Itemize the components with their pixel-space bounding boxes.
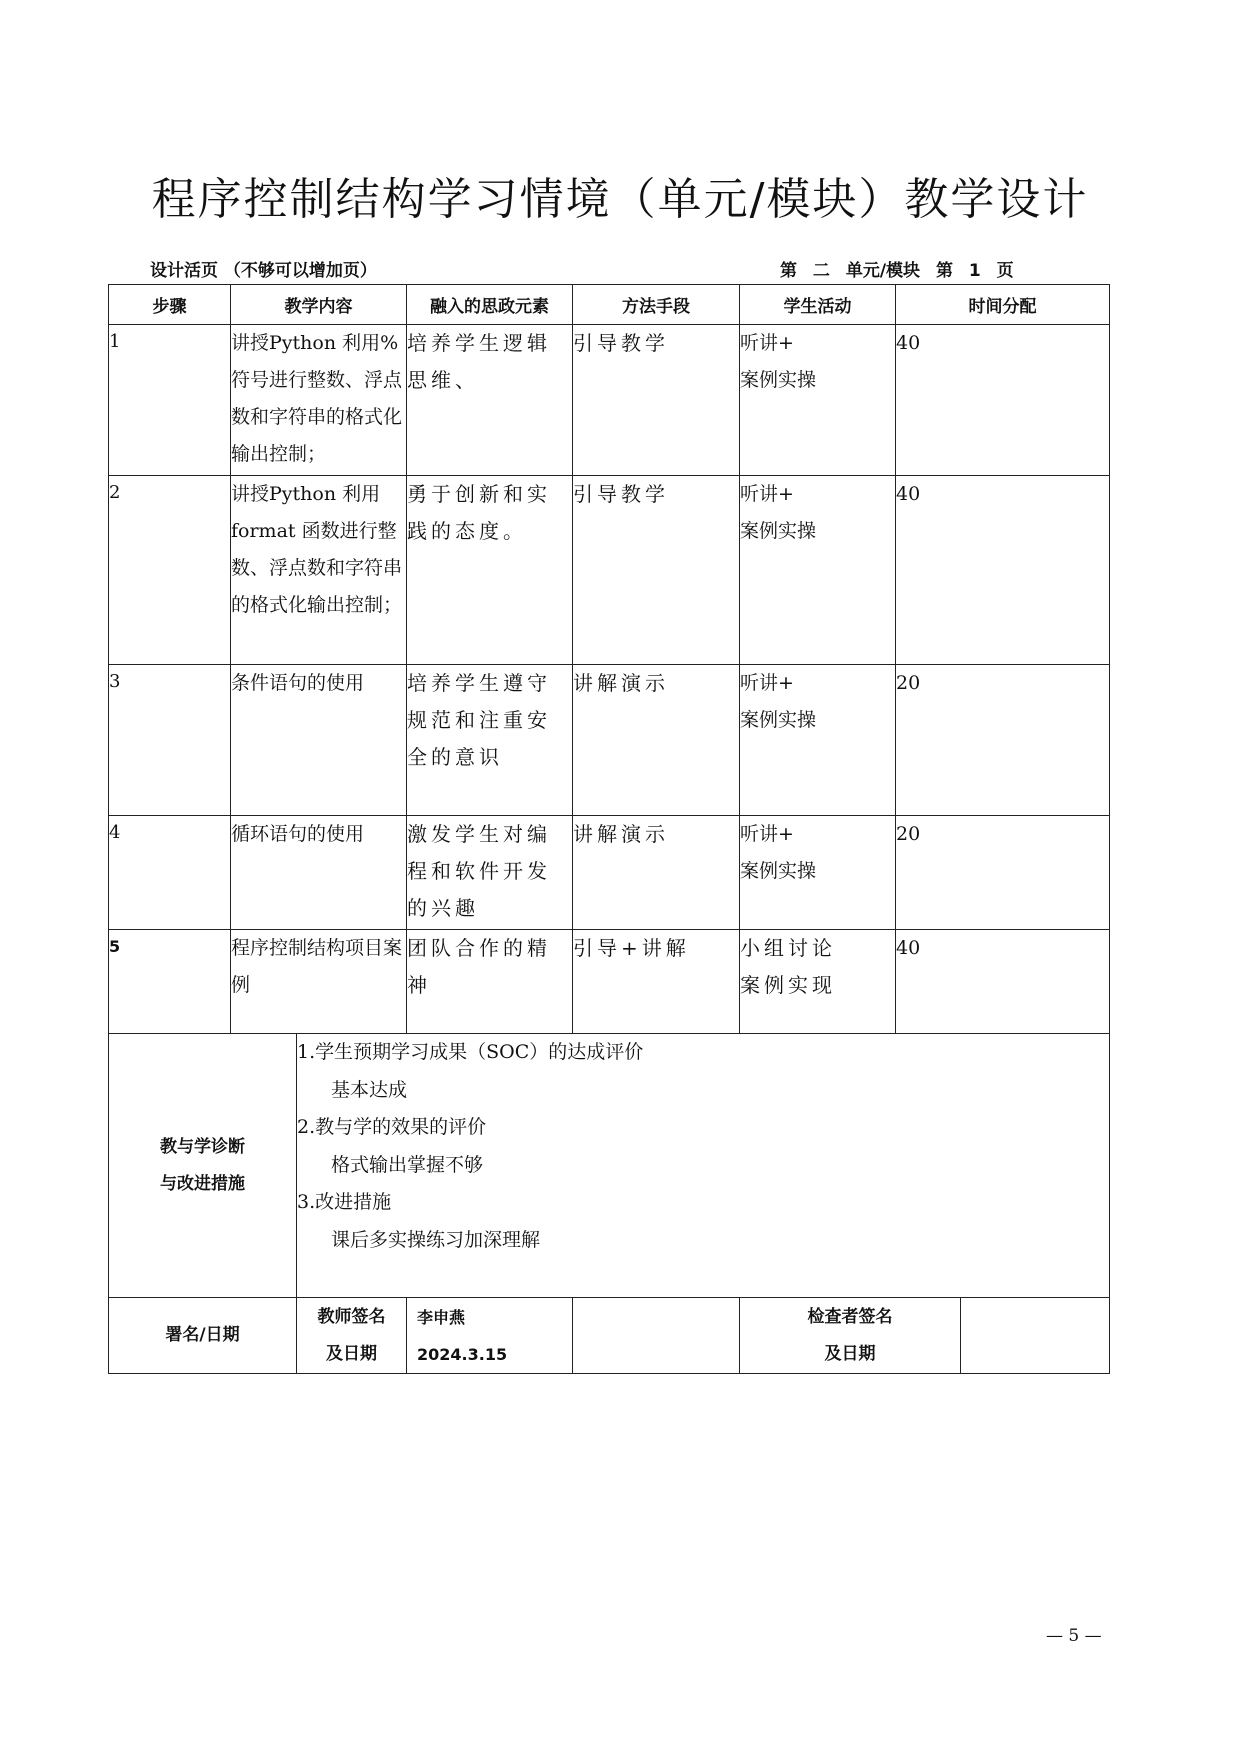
teaching-design-table <box>108 284 1110 1374</box>
row-activity-line-1: 听讲+ <box>740 672 794 694</box>
row-content: 条件语句的使用 <box>231 665 407 816</box>
evaluation-label-line-1: 教与学诊断 <box>160 1136 245 1157</box>
row-time: 20 <box>896 665 1110 816</box>
row-time: 20 <box>896 816 1110 930</box>
row-activity-line-1: 听讲+ <box>740 332 794 354</box>
meta-page-label: 页 <box>996 261 1014 281</box>
signature-row <box>109 1298 1110 1374</box>
row-activity-line-2: 案例实操 <box>740 369 817 391</box>
row-step: 2 <box>109 476 231 665</box>
row-step: 3 <box>109 665 231 816</box>
header-row <box>109 285 1110 325</box>
checker-signature-label-line-2: 及日期 <box>824 1343 876 1364</box>
page-number: — 5 — <box>1046 1626 1102 1646</box>
evaluation-row <box>109 1034 1110 1298</box>
row-step: 1 <box>109 325 231 476</box>
header-time: 时间分配 <box>896 285 1110 325</box>
teacher-signature-label-line-2: 及日期 <box>326 1343 377 1364</box>
row-time: 40 <box>896 476 1110 665</box>
row-ideology: 培养学生遵守规范和注重安全的意识 <box>407 665 573 816</box>
meta-right-unit-page <box>780 256 1040 281</box>
row-content: 讲授Python 利用%符号进行整数、浮点数和字符串的格式化输出控制； <box>231 325 407 476</box>
row-content: 讲授Python 利用format 函数进行整数、浮点数和字符串的格式化输出控制； <box>231 476 407 665</box>
meta-page-number: 1 <box>968 261 981 281</box>
row-content: 循环语句的使用 <box>231 816 407 930</box>
row-method: 引导教学 <box>573 476 740 665</box>
checker-signature-label <box>740 1298 961 1374</box>
evaluation-item-2-value: 格式输出掌握不够 <box>331 1153 484 1176</box>
row-ideology: 团队合作的精神 <box>407 930 573 1034</box>
meta-left-note: 设计活页 （不够可以增加页） <box>150 261 377 281</box>
teacher-signature-label-line-1: 教师签名 <box>317 1306 386 1327</box>
header-method: 方法手段 <box>573 285 740 325</box>
checker-signature-blank <box>961 1298 1110 1374</box>
row-step: 5 <box>109 930 231 1034</box>
checker-signature-label-line-1: 检查者签名 <box>807 1306 893 1327</box>
row-method: 讲解演示 <box>573 665 740 816</box>
meta-unit-label: 单元/模块 <box>845 261 921 281</box>
row-method: 引导教学 <box>573 325 740 476</box>
header-ideology: 融入的思政元素 <box>407 285 573 325</box>
row-method: 讲解演示 <box>573 816 740 930</box>
row-activity-line-1: 小组讨论 <box>740 936 836 960</box>
row-ideology: 培养学生逻辑思维、 <box>407 325 573 476</box>
row-content: 程序控制结构项目案例 <box>231 930 407 1034</box>
evaluation-label-line-2: 与改进措施 <box>160 1173 245 1194</box>
row-ideology: 勇于创新和实践的态度。 <box>407 476 573 665</box>
evaluation-item-1: 1.学生预期学习成果（SOC）的达成评价 <box>297 1041 644 1063</box>
row-activity <box>740 325 896 476</box>
teacher-name: 李申燕 <box>417 1307 466 1327</box>
row-activity <box>740 476 896 665</box>
teacher-sign-date: 2024.3.15 <box>417 1344 508 1364</box>
teacher-signature-blank <box>573 1298 740 1374</box>
evaluation-item-3-value: 课后多实操练习加深理解 <box>331 1228 541 1251</box>
row-activity-line-2: 案例实操 <box>740 520 817 542</box>
row-activity-line-2: 案例实操 <box>740 709 817 731</box>
evaluation-item-2: 2.教与学的效果的评价 <box>297 1116 487 1138</box>
row-time: 40 <box>896 325 1110 476</box>
row-activity <box>740 665 896 816</box>
header-content: 教学内容 <box>231 285 407 325</box>
document-title: 程序控制结构学习情境（单元/模块）教学设计 <box>151 174 1089 225</box>
evaluation-item-1-value: 基本达成 <box>331 1078 408 1101</box>
teacher-signature-label <box>297 1298 407 1374</box>
header-step: 步骤 <box>109 285 231 325</box>
row-activity <box>740 816 896 930</box>
meta-di-1: 第 <box>780 261 797 281</box>
table-row <box>109 930 1110 1034</box>
row-activity-line-2: 案例实操 <box>740 860 817 882</box>
header-activity: 学生活动 <box>740 285 896 325</box>
row-step: 4 <box>109 816 231 930</box>
table-row <box>109 816 1110 930</box>
row-activity <box>740 930 896 1034</box>
row-time: 40 <box>896 930 1110 1034</box>
teacher-signature-value <box>407 1298 573 1374</box>
meta-di-2: 第 <box>935 261 953 281</box>
row-activity-line-1: 听讲+ <box>740 483 794 505</box>
row-ideology: 激发学生对编程和软件开发的兴趣 <box>407 816 573 930</box>
table-row <box>109 665 1110 816</box>
table-row <box>109 325 1110 476</box>
meta-unit-number: 二 <box>812 261 830 281</box>
table-row <box>109 476 1110 665</box>
row-activity-line-2: 案例实现 <box>740 973 836 997</box>
row-method: 引导+讲解 <box>573 930 740 1034</box>
evaluation-item-3: 3.改进措施 <box>297 1191 392 1213</box>
row-activity-line-1: 听讲+ <box>740 823 794 845</box>
evaluation-body <box>297 1034 1110 1298</box>
signature-label: 署名/日期 <box>109 1298 297 1374</box>
evaluation-label <box>109 1034 297 1298</box>
